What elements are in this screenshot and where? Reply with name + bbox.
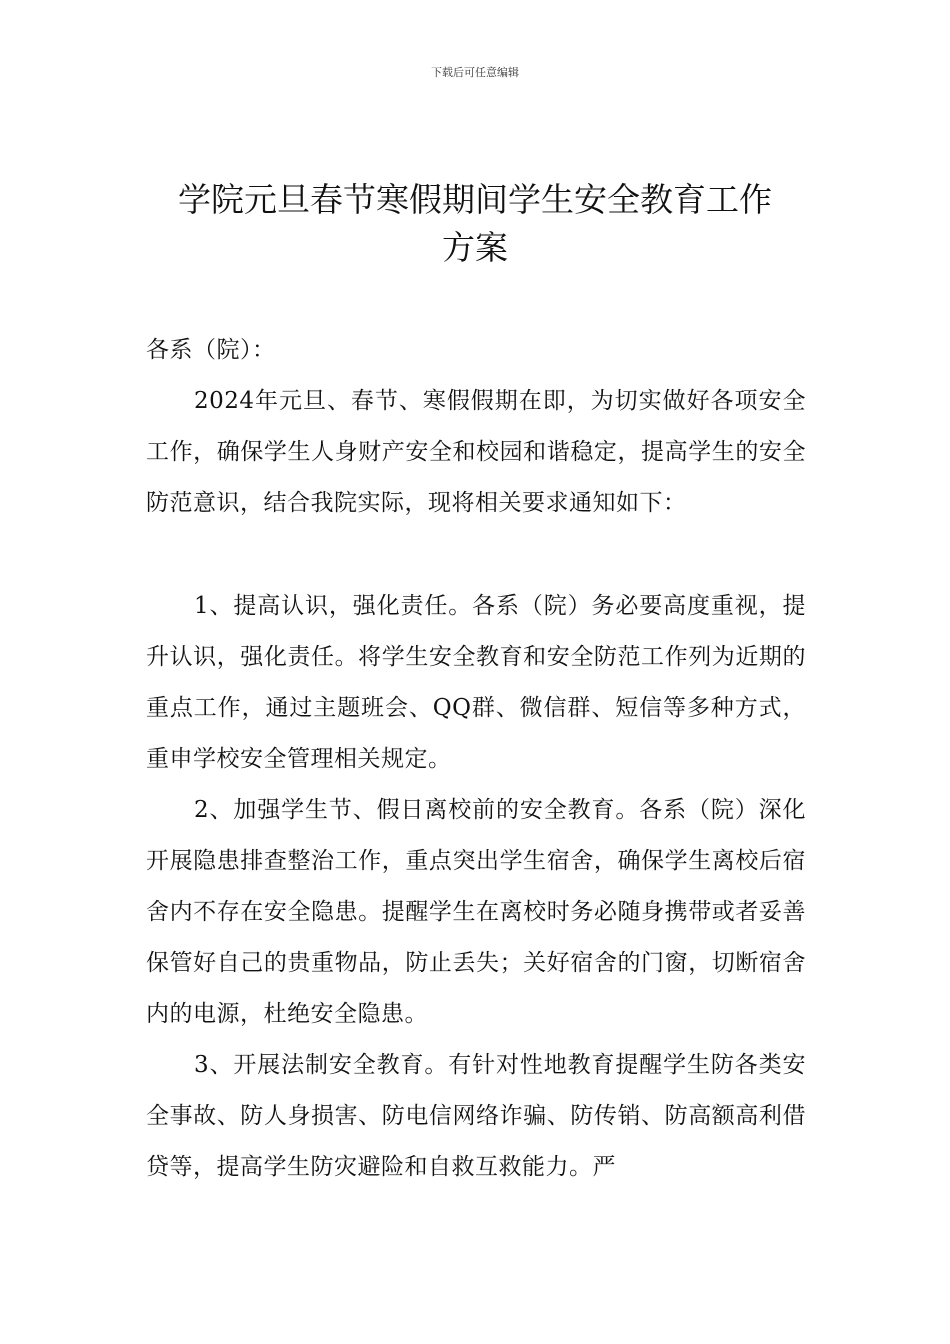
intro-paragraph: 2024年元旦、春节、寒假假期在即，为切实做好各项安全工作，确保学生人身财产安全和校园和谐稳定，提高学生的安全防范意识，结合我院实际，现将相关要求通知如下： bbox=[146, 388, 806, 516]
title-line-1: 学院元旦春节寒假期间学生安全教育工作 bbox=[178, 180, 772, 219]
title-line-2: 方案 bbox=[442, 228, 508, 267]
item-paragraph-1: 1、提高认识，强化责任。各系（院）务必要高度重视，提升认识，强化责任。将学生安全教育和安全防范工作列为近期的重点工作，通过主题班会、QQ群、微信群、短信等多种方式，重申学校安全管理相关规定。 bbox=[146, 593, 806, 772]
paragraph-gap bbox=[146, 529, 806, 581]
item-paragraph-2: 2、加强学生节、假日离校前的安全教育。各系（院）深化开展隐患排查整治工作，重点突出学生宿舍，确保学生离校后宿舍内不存在安全隐患。提醒学生在离校时务必随身携带或者妥善保管好自己的贵重物品，防止丢失；关好宿舍的门窗，切断宿舍内的电源，杜绝安全隐患。 bbox=[146, 797, 806, 1027]
document-body bbox=[146, 325, 806, 1193]
document-title bbox=[140, 176, 810, 272]
item-paragraph-3: 3、开展法制安全教育。有针对性地教育提醒学生防各类安全事故、防人身损害、防电信网络诈骗、防传销、防高额高利借贷等，提高学生防灾避险和自救互救能力。严 bbox=[146, 1052, 806, 1180]
salutation: 各系（院）： bbox=[146, 337, 276, 363]
header-note: 下载后可任意编辑 bbox=[431, 66, 519, 79]
